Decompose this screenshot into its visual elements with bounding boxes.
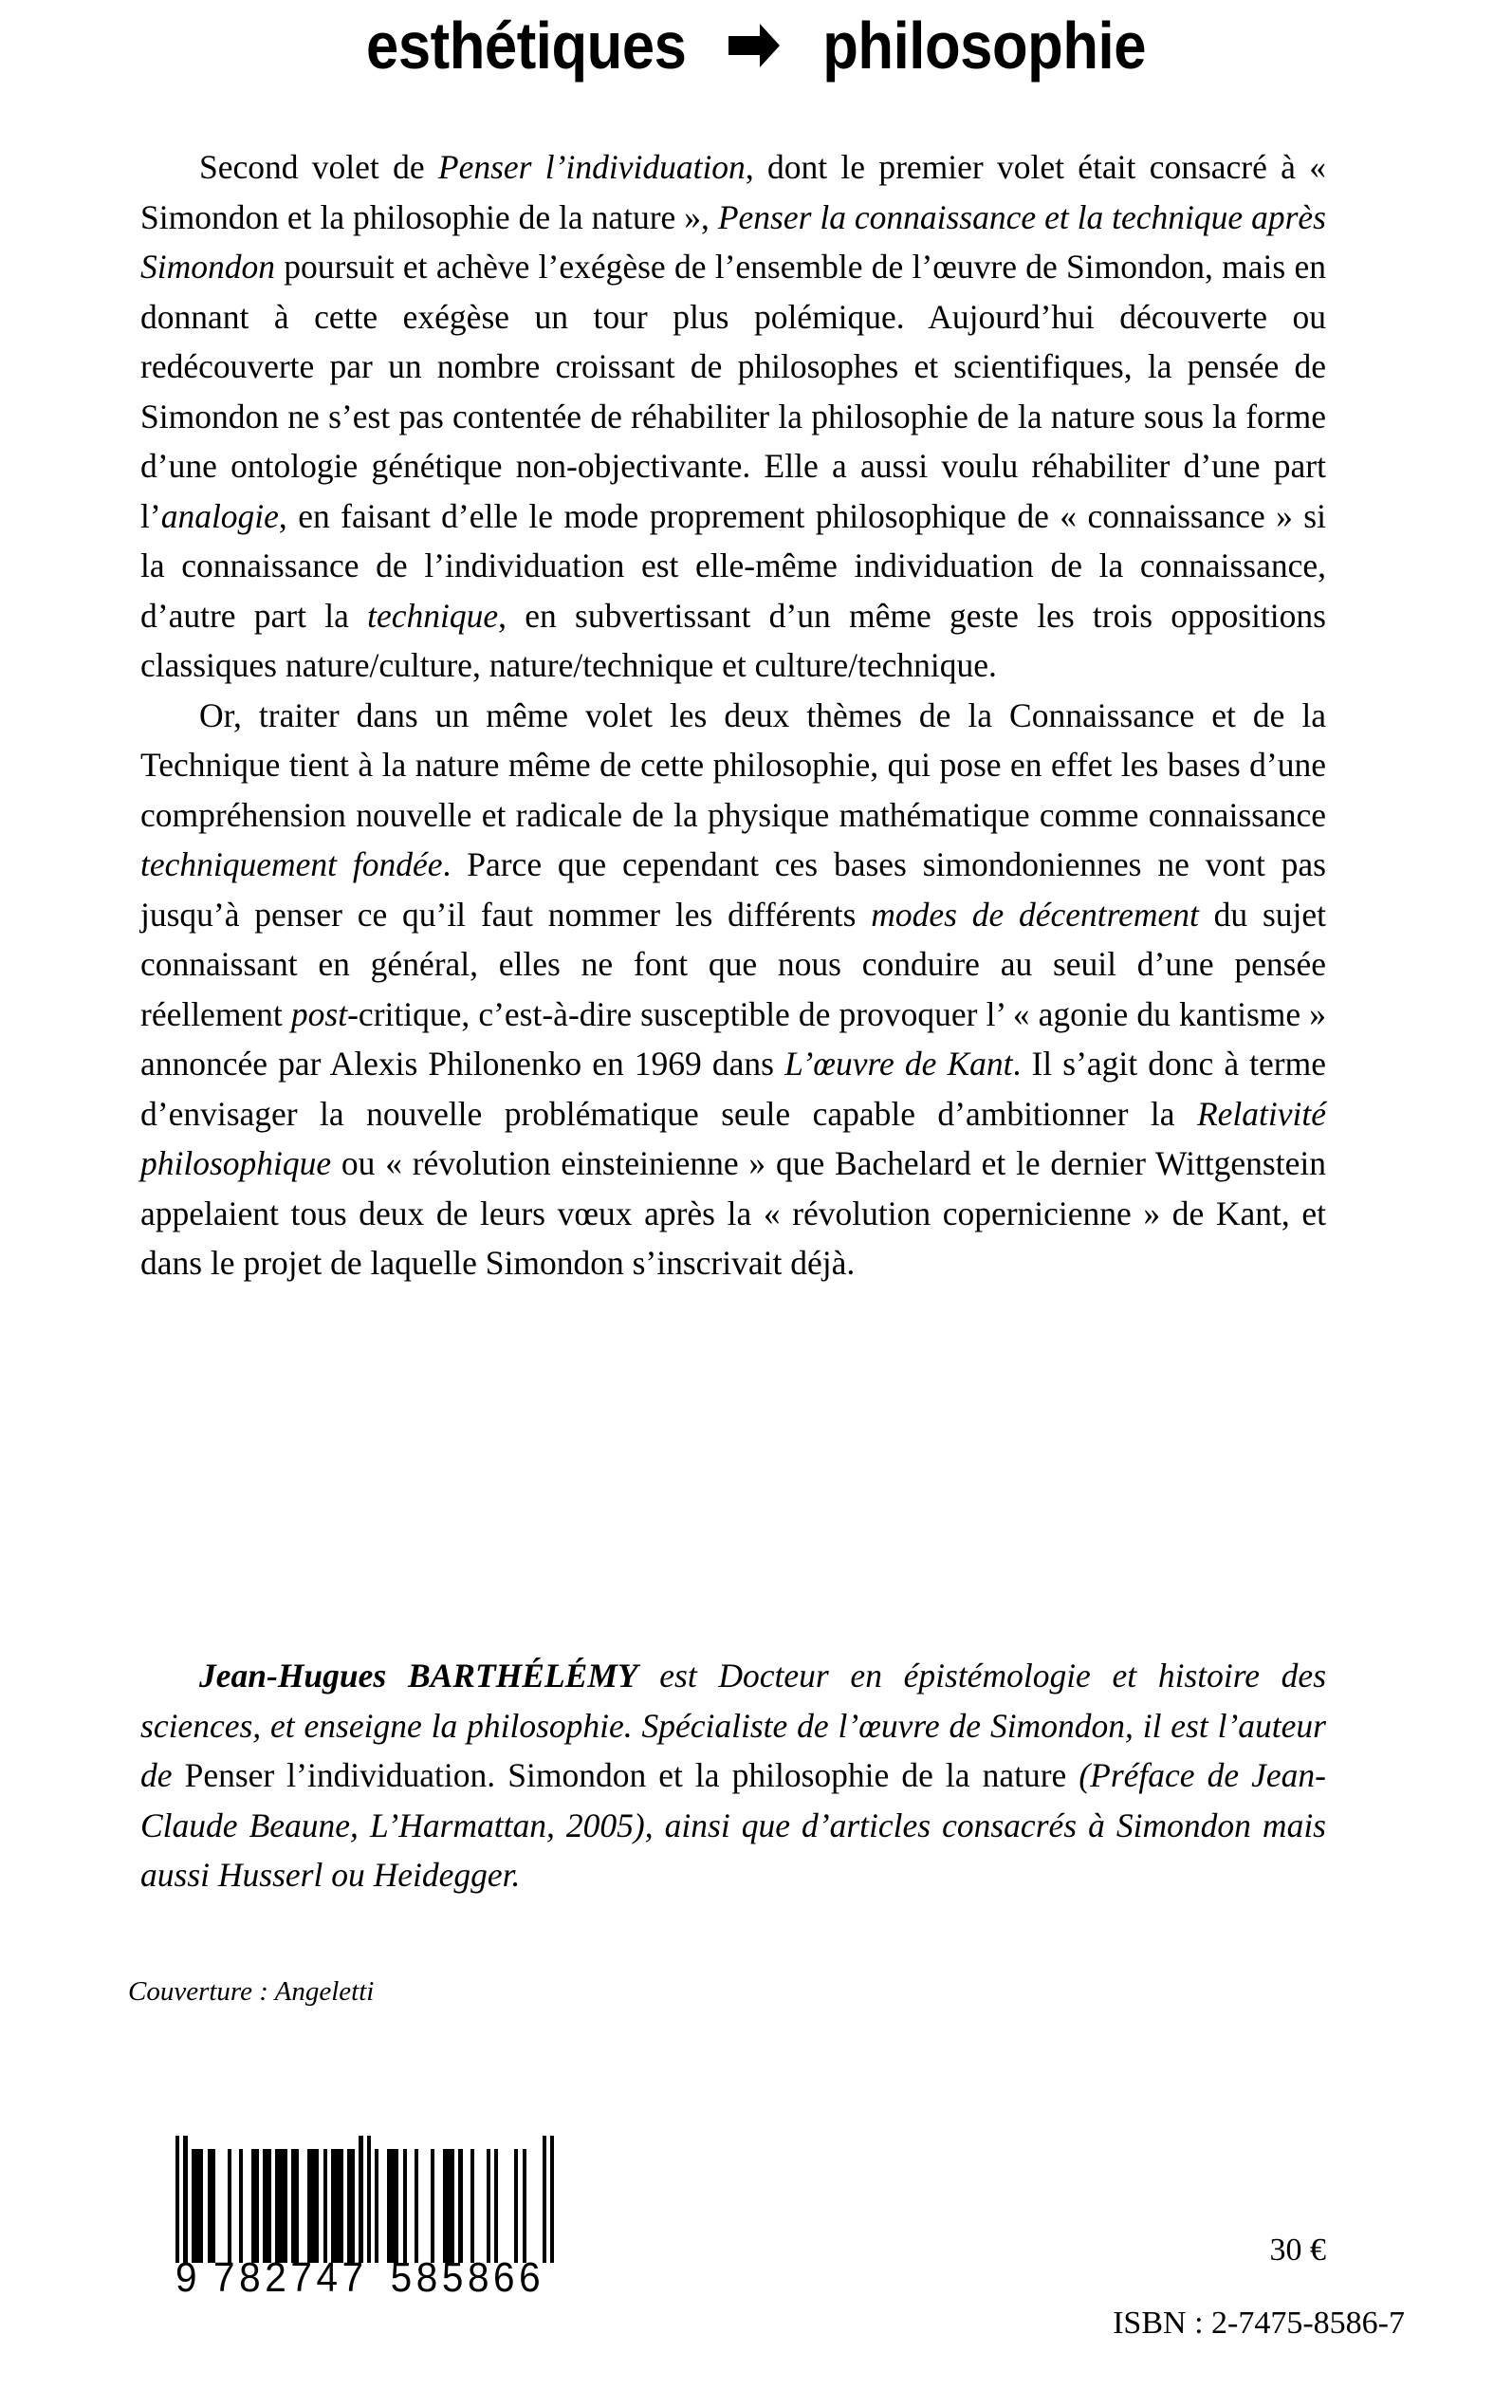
blurb-p1-segment-1: Second volet de — [199, 148, 438, 186]
book-title-penser-individuation: Penser l’individuation — [437, 148, 746, 186]
blurb-paragraph-1 — [140, 142, 1326, 691]
right-arrow-icon — [728, 24, 780, 67]
barcode-digits — [175, 2254, 545, 2301]
barcode — [175, 2149, 555, 2299]
emphasis-post: post — [290, 994, 348, 1033]
series-header-right-word: philosophie — [822, 8, 1147, 83]
barcode-right-group: 585866 — [390, 2254, 545, 2301]
blurb-p1-segment-3: poursuit et achève l’exégèse de l’ensemble de l’œuvre de Simondon, mais en donnant à cette exégèse un tour plus polémique. Aujourd’hui découverte ou redécouverte par un nombre croissant de philosophes et scientifiques, la pensée de Simondon ne s’est pas contentée de réhabiliter la philosophie de la nature sous la forme d’une ontologie génétique non-objectivante. Elle a aussi voulu réhabiliter d’une part l’ — [140, 248, 1326, 535]
blurb-paragraph-2 — [140, 691, 1326, 1288]
price-label: 30 € — [1269, 2232, 1326, 2268]
author-bio-paragraph — [140, 1651, 1326, 1900]
emphasis-techniquement-fondee: techniquement fondée — [140, 845, 443, 883]
book-title-loeuvre-de-kant: L’œuvre de Kant — [784, 1045, 1013, 1083]
author-name: Jean-Hugues BARTHÉLÉMY — [199, 1657, 638, 1695]
blurb-text — [140, 142, 1326, 1288]
series-header-left-word: esthétiques — [365, 8, 687, 83]
blurb-p2-segment-5: . Il s’agit donc à terme d’envisager la nouvelle problématique seule capable d’ambitionner la — [140, 1045, 1326, 1133]
blurb-p1-segment-2: , dont le premier volet était consacré à « Simondon et la philosophie de la nature », — [140, 148, 1326, 236]
barcode-bar — [550, 2136, 554, 2263]
blurb-p2-segment-4: -critique, c’est-à-dire susceptible de provoquer l’ « agonie du kantisme » annoncée par Alexis Philonenko en 1969 dans — [140, 994, 1326, 1083]
author-book-title: Penser l’individuation. Simondon et la philosophie de la nature — [184, 1756, 1067, 1794]
barcode-left-group: 782747 — [213, 2254, 368, 2301]
blurb-p1-segment-4: , en faisant d’elle le mode proprement philosophique de « connaissance » si la connaissance de l’individuation est elle-même individuation de la connaissance, d’autre part la — [140, 496, 1326, 635]
blurb-p2-segment-1: Or, traiter dans un même volet les deux thèmes de la Connaissance et de la Technique tient à la nature même de cette philosophie, qui pose en effet les bases d’une compréhension nouvelle et radicale de la physique mathématique comme connaissance — [140, 695, 1326, 834]
isbn-label: ISBN : 2-7475-8586-7 — [1113, 2306, 1405, 2341]
book-title-penser-connaissance: Penser la connaissance et la technique après Simondon — [140, 197, 1326, 286]
blurb-p1-segment-5: , en subvertissant d’un même geste les trois oppositions classiques nature/culture, nature/technique et culture/technique. — [140, 596, 1326, 684]
blurb-p2-segment-3: du sujet connaissant en général, elles ne font que nous conduire au seuil d’une pensée réellement — [140, 895, 1327, 1033]
cover-credit: Couverture : Angeletti — [128, 1976, 375, 2007]
emphasis-technique: technique — [367, 596, 499, 635]
barcode-lead-digit: 9 — [175, 2254, 198, 2301]
emphasis-relativite-philosophique: Relativité philosophique — [140, 1094, 1326, 1182]
author-bio-segment-2: (Préface de Jean-Claude Beaune, L’Harmattan, 2005), ainsi que d’articles consacrés à Simondon mais aussi Husserl ou Heidegger. — [140, 1756, 1327, 1894]
series-header — [0, 0, 1512, 90]
emphasis-modes-de-decentrement: modes de décentrement — [871, 895, 1199, 934]
blurb-p2-segment-2: . Parce que cependant ces bases simondoniennes ne vont pas jusqu’à penser ce qu’il faut nommer les différents — [140, 845, 1326, 934]
barcode-bars — [175, 2149, 555, 2263]
emphasis-analogie: analogie — [160, 496, 279, 535]
author-bio — [140, 1651, 1326, 1900]
blurb-p2-segment-6: ou « révolution einsteinienne » que Bachelard et le dernier Wittgenstein appelaient tous deux de leurs vœux après la « révolution copernicienne » de Kant, et dans le projet de laquelle Simondon s’inscrivait déjà. — [140, 1144, 1326, 1282]
author-bio-segment-1: est Docteur en épistémologie et histoire des sciences, et enseigne la philosophie. Spécialiste de l’œuvre de Simondon, il est l’auteur de — [140, 1657, 1327, 1794]
